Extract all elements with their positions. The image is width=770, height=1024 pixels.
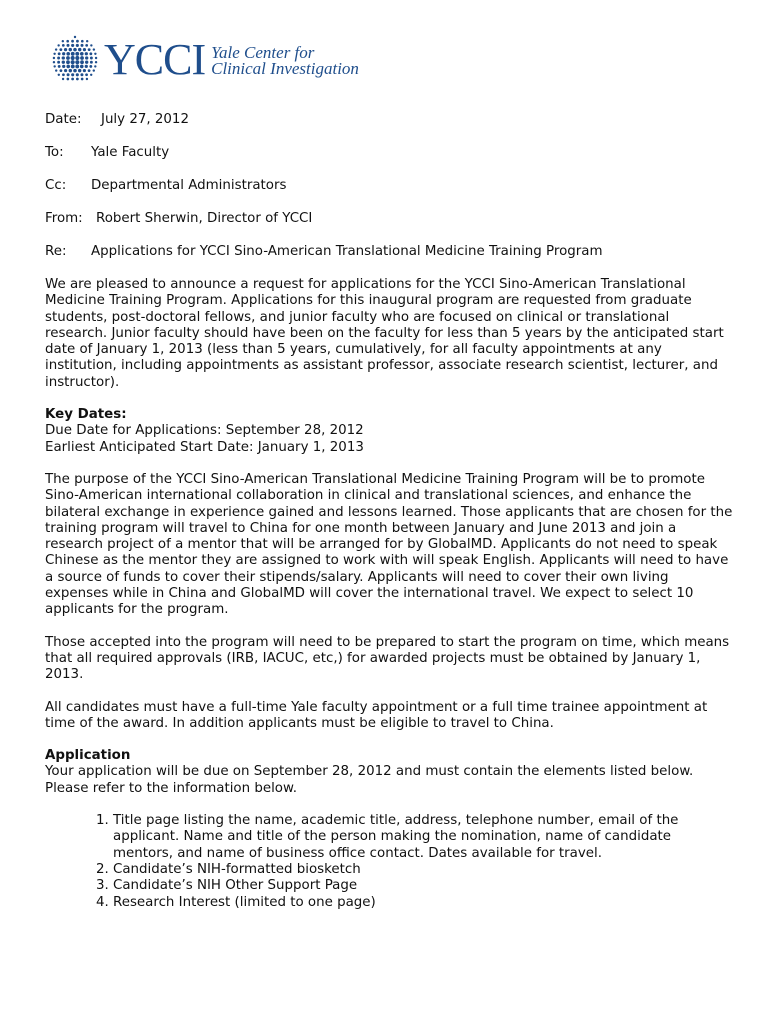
logo-dot bbox=[66, 65, 70, 69]
logo-dot bbox=[62, 44, 65, 47]
cc-value: Departmental Administrators bbox=[91, 178, 287, 193]
application-elements-list bbox=[45, 813, 735, 911]
date-value: July 27, 2012 bbox=[101, 112, 189, 127]
logo-dot bbox=[75, 64, 79, 68]
memo-from-row bbox=[45, 210, 603, 227]
application-heading: Application bbox=[45, 748, 131, 764]
logo-subtitle bbox=[211, 43, 359, 77]
logo-dot bbox=[81, 44, 84, 47]
logo-dot bbox=[62, 52, 65, 55]
logo-dot bbox=[75, 52, 79, 56]
logo-dot bbox=[57, 57, 60, 60]
list-item: 2. Candidate’s NIH-formatted biosketch bbox=[113, 862, 735, 878]
logo-dot bbox=[88, 69, 91, 72]
logo-dot bbox=[62, 56, 65, 59]
logo-dot bbox=[86, 78, 88, 80]
logo-dot bbox=[58, 65, 61, 68]
logo-dot bbox=[75, 56, 79, 60]
ycci-globe-icon bbox=[50, 35, 100, 85]
eligibility-paragraph: All candidates must have a full-time Yale faculty appointment or a full time trainee appointment at time of the award. In addition applicants must be eligible to travel to China. bbox=[45, 699, 708, 731]
logo-dot bbox=[93, 69, 95, 71]
logo-dot bbox=[57, 44, 59, 46]
list-item: 4. Research Interest (limited to one page) bbox=[113, 895, 735, 911]
logo-dot bbox=[66, 44, 69, 47]
list-item: 1. Title page listing the name, academic title, address, telephone number, email of the applicant. Name and title of the person making the nomination, name of candidate mentors, and name of business office contact. Dates available for travel. bbox=[113, 813, 735, 862]
logo-dot bbox=[58, 52, 61, 55]
application-section bbox=[45, 748, 735, 911]
logo-dot bbox=[78, 48, 81, 51]
logo-dot bbox=[90, 44, 92, 46]
logo-dot bbox=[67, 73, 70, 76]
re-label: Re: bbox=[45, 244, 67, 259]
logo-dot bbox=[88, 48, 91, 51]
logo-dot bbox=[62, 78, 64, 80]
logo-dot bbox=[95, 61, 97, 63]
logo-dot bbox=[94, 53, 96, 55]
logo-dot bbox=[55, 69, 57, 71]
memo-body bbox=[45, 277, 735, 911]
logo-dot bbox=[66, 60, 70, 64]
logo-dot bbox=[80, 52, 84, 56]
date-label: Date: bbox=[45, 112, 82, 127]
logo-dot bbox=[81, 40, 84, 43]
memo-cc-row bbox=[45, 177, 603, 194]
memo-date-row bbox=[45, 111, 603, 128]
logo-dot bbox=[53, 65, 55, 67]
logo-dot bbox=[85, 61, 88, 64]
logo-dot bbox=[78, 69, 81, 72]
logo-dot bbox=[93, 48, 95, 50]
logo-dot bbox=[73, 48, 77, 52]
logo-dot bbox=[85, 73, 88, 76]
logo-dot bbox=[62, 61, 65, 64]
logo-dot bbox=[71, 64, 75, 68]
ycci-logo bbox=[50, 34, 359, 86]
logo-dot bbox=[66, 56, 70, 60]
logo-dot bbox=[95, 57, 97, 59]
logo-dot bbox=[71, 52, 75, 56]
logo-dot bbox=[74, 36, 76, 38]
logo-dot bbox=[71, 44, 74, 47]
logo-dot bbox=[66, 52, 70, 56]
logo-dot bbox=[57, 61, 60, 64]
key-dates-section bbox=[45, 407, 735, 456]
cc-label: Cc: bbox=[45, 178, 67, 193]
logo-dot bbox=[94, 65, 96, 67]
logo-dot bbox=[73, 69, 77, 73]
logo-dot bbox=[66, 40, 69, 43]
to-value: Yale Faculty bbox=[91, 145, 170, 160]
from-label: From: bbox=[45, 211, 83, 226]
due-date-line: Due Date for Applications: September 28, 2012 bbox=[45, 423, 364, 439]
logo-dot bbox=[62, 40, 64, 42]
memo-header bbox=[45, 111, 603, 276]
logo-dot bbox=[80, 65, 84, 69]
accepted-paragraph: Those accepted into the program will need to be prepared to start the program on time, which means that all required approvals (IRB, IACUC, etc,) for awarded projects must be obtained by January 1, 2013. bbox=[45, 634, 730, 683]
logo-dot bbox=[90, 57, 93, 60]
logo-dot bbox=[85, 52, 88, 55]
logo-dot bbox=[89, 52, 92, 55]
logo-dot bbox=[90, 74, 92, 76]
logo-dot bbox=[53, 57, 55, 59]
logo-dot bbox=[53, 53, 55, 55]
logo-dot bbox=[71, 73, 74, 76]
logo-dot bbox=[58, 74, 60, 76]
logo-dot bbox=[85, 65, 88, 68]
re-value: Applications for YCCI Sino-American Translational Medicine Training Program bbox=[91, 244, 603, 259]
logo-dot bbox=[59, 48, 62, 51]
logo-dot bbox=[71, 56, 75, 60]
logo-dot bbox=[69, 69, 72, 72]
memo-re-row bbox=[45, 243, 603, 260]
logo-dot bbox=[71, 40, 74, 43]
logo-dot bbox=[76, 73, 79, 76]
logo-dot bbox=[85, 44, 88, 47]
from-value: Robert Sherwin, Director of YCCI bbox=[96, 211, 313, 226]
logo-dot bbox=[80, 73, 83, 76]
to-label: To: bbox=[45, 145, 64, 160]
logo-dot bbox=[81, 78, 84, 81]
memo-to-row bbox=[45, 144, 603, 161]
logo-subtitle-line1: Yale Center for bbox=[211, 43, 315, 62]
start-date-line: Earliest Anticipated Start Date: January 1, 2013 bbox=[45, 439, 364, 455]
logo-dot bbox=[60, 69, 63, 72]
logo-dot bbox=[80, 60, 84, 64]
list-item: 3. Candidate’s NIH Other Support Page bbox=[113, 878, 735, 894]
logo-dot bbox=[83, 69, 86, 72]
logo-dot bbox=[80, 56, 84, 60]
key-dates-heading: Key Dates: bbox=[45, 407, 127, 423]
logo-dot bbox=[64, 48, 67, 51]
intro-paragraph: We are pleased to announce a request for applications for the YCCI Sino-American Translational Medicine Training Program. Applications for this inaugural program are requested from graduate students, post-doctoral fellows, and junior faculty who are focused on clinical or translational research. Junior faculty should have been on the faculty for less than 5 years by the anticipated start date of January 1, 2013 (less than 5 years, cumulatively, for all faculty appointments at any institution, including appointments as assistant professor, associate research scientist, lecturer, and instructor). bbox=[45, 277, 724, 390]
logo-dot bbox=[89, 65, 92, 68]
logo-dot bbox=[55, 48, 57, 50]
logo-dot bbox=[76, 78, 79, 81]
logo-dot bbox=[85, 56, 88, 59]
logo-dot bbox=[62, 65, 65, 68]
logo-dot bbox=[69, 48, 72, 51]
logo-dot bbox=[71, 78, 74, 81]
logo-dot bbox=[67, 78, 70, 81]
logo-dot bbox=[90, 61, 93, 64]
logo-dot bbox=[86, 40, 88, 42]
logo-dot bbox=[83, 48, 86, 51]
logo-dot bbox=[64, 69, 67, 72]
logo-dot bbox=[53, 61, 55, 63]
logo-dot bbox=[76, 44, 79, 47]
logo-wordmark: YCCI bbox=[104, 35, 206, 84]
application-text: Your application will be due on September 28, 2012 and must contain the elements listed below. Please refer to the information below. bbox=[45, 764, 694, 796]
logo-dot bbox=[71, 60, 75, 64]
logo-dot bbox=[75, 60, 79, 64]
logo-dot bbox=[76, 40, 79, 43]
logo-subtitle-line2: Clinical Investigation bbox=[211, 59, 359, 78]
logo-dot bbox=[62, 73, 65, 76]
purpose-paragraph: The purpose of the YCCI Sino-American Translational Medicine Training Program will be to promote Sino-American international collaboration in clinical and translational sciences, and enhance the bilateral exchange in experience gained and lessons learned. Those applicants that are chosen for the training program will travel to China for one month between January and June 2013 and join a research project of a mentor that will be arranged for by GlobalMD. Applicants do not need to speak Chinese as the mentor they are assigned to work with will speak English. Applicants will need to have a source of funds to cover their stipends/salary. Applicants will need to cover their own living expenses while in China and GlobalMD will cover the international travel. We expect to select 10 applicants for the program. bbox=[45, 471, 733, 618]
